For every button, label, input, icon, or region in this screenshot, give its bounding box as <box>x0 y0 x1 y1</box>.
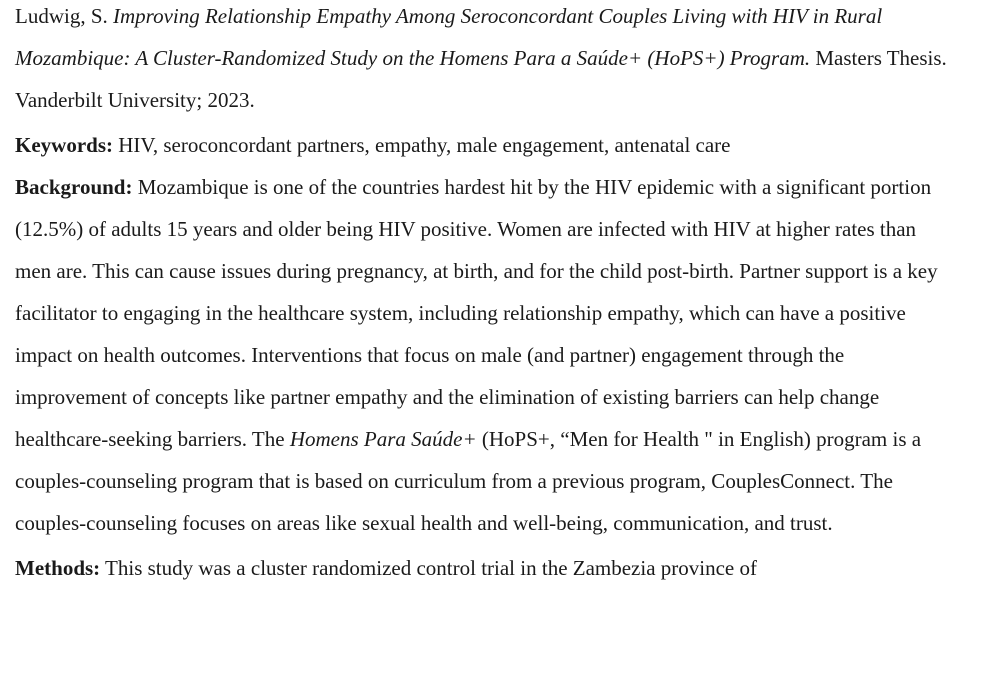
keywords-paragraph <box>15 124 955 166</box>
citation-title: Improving Relationship Empathy Among Seroconcordant Couples Living with HIV in Rural Mozambique: A Cluster-Randomized Study on the Homens Para a Saúde+ (HoPS+) Program. <box>15 4 883 70</box>
keywords-label: Keywords: <box>15 133 113 157</box>
background-label: Background: <box>15 175 133 199</box>
background-paragraph <box>15 166 955 544</box>
methods-text: This study was a cluster randomized control trial in the Zambezia province of <box>105 556 758 580</box>
citation-author: Ludwig, S. <box>15 4 108 28</box>
citation-paragraph <box>15 0 955 121</box>
methods-paragraph <box>15 547 955 589</box>
background-text-part-2: (HoPS+, “Men for Health " in English) program is a couples-counseling program that is based on curriculum from a previous program, CouplesConnect. The couples-counseling focuses on areas like sexual health and well-being, communication, and trust. <box>15 427 922 535</box>
citation-publication: Masters Thesis. Vanderbilt University; 2023. <box>15 46 947 112</box>
methods-label: Methods: <box>15 556 101 580</box>
background-text-part-1: Mozambique is one of the countries hardest hit by the HIV epidemic with a significant portion (12.5%) of adults 15 years and older being HIV positive. Women are infected with HIV at higher rates than men are. This can cause issues during pregnancy, at birth, and for the child post-birth. Partner support is a key facilitator to engaging in the healthcare system, including relationship empathy, which can have a positive impact on health outcomes. Interventions that focus on male (and partner) engagement through the improvement of concepts like partner empathy and the elimination of existing barriers can help change healthcare-seeking barriers. The <box>15 175 938 451</box>
program-name: Homens Para Saúde+ <box>289 427 477 451</box>
keywords-text: HIV, seroconcordant partners, empathy, male engagement, antenatal care <box>118 133 731 157</box>
